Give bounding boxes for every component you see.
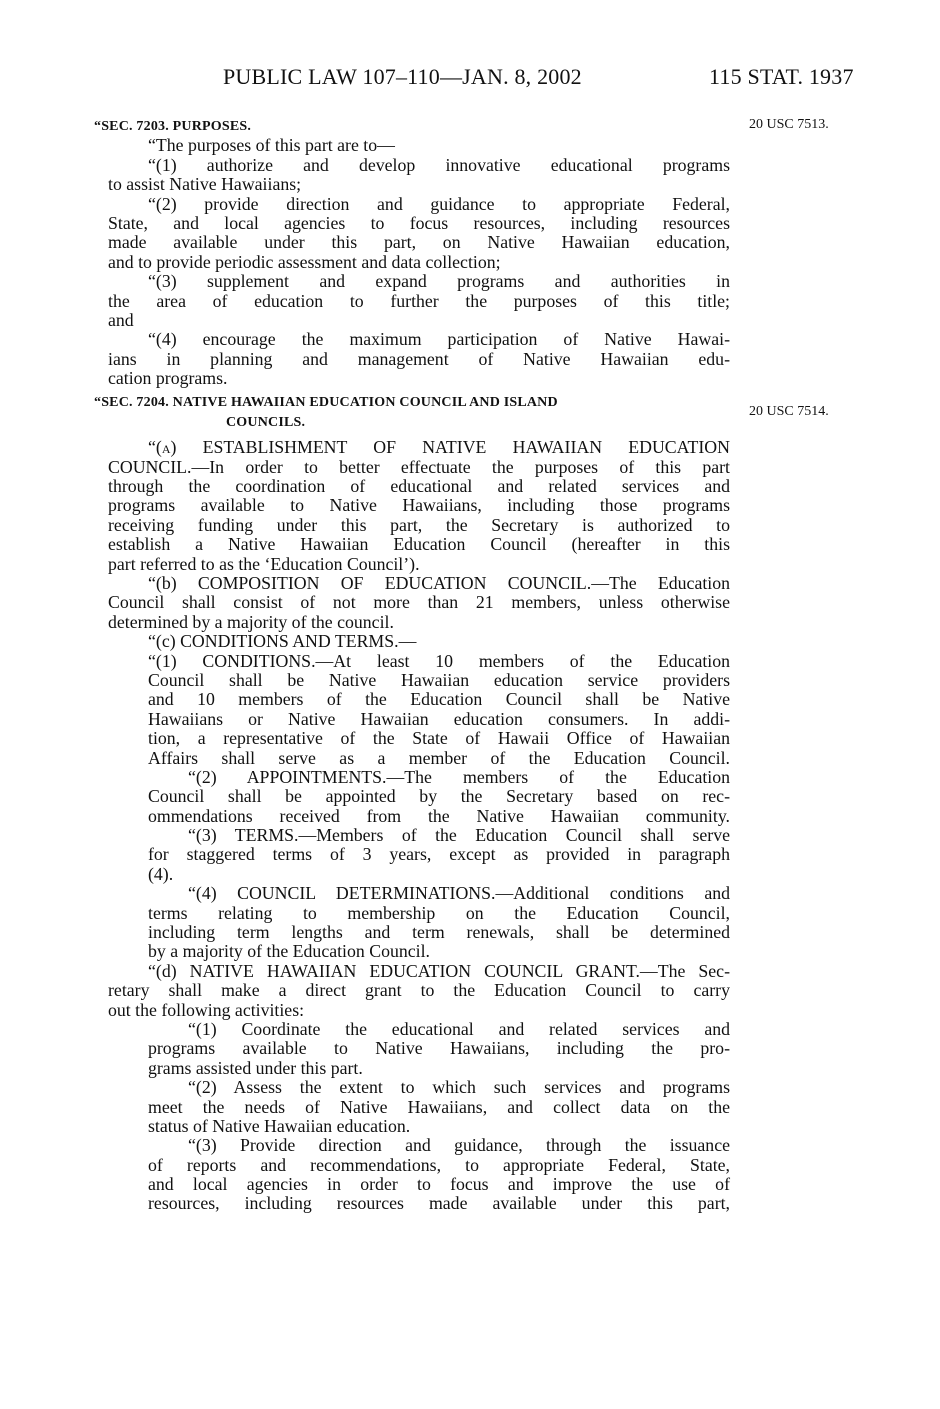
paragraph-line: terms relating to membership on the Education Council, <box>148 902 730 923</box>
paragraph-c2-heading: “(2) APPOINTMENTS.—The members of the Education <box>188 766 730 787</box>
paragraph-line: and <box>108 309 134 330</box>
paragraph-line: State, and local agencies to focus resources, including resources <box>108 212 730 233</box>
paragraph-line: cation programs. <box>108 368 228 389</box>
subsection-d-heading: “(d) NATIVE HAWAIIAN EDUCATION COUNCIL GRANT.—The Sec- <box>148 960 730 981</box>
paragraph-line: out the following activities: <box>108 999 305 1020</box>
paragraph-line: receiving funding under this part, the Secretary is authorized to <box>108 514 730 535</box>
paragraph-line: and to provide periodic assessment and data collection; <box>108 251 501 272</box>
paragraph-line: programs available to Native Hawaiians, including those programs <box>108 495 730 516</box>
paragraph-line: made available under this part, on Native Hawaiian education, <box>108 232 730 253</box>
margin-citation-7204: 20 USC 7514. <box>749 404 829 419</box>
statute-text <box>94 117 730 1214</box>
paragraph-line: to assist Native Hawaiians; <box>108 174 302 195</box>
paragraph-line: tion, a representative of the State of Hawaii Office of Hawaiian <box>148 728 730 749</box>
paragraph-d3: “(3) Provide direction and guidance, through the issuance <box>188 1135 730 1156</box>
paragraph-line: retary shall make a direct grant to the Education Council to carry <box>108 980 730 1001</box>
paragraph-line: Council shall consist of not more than 21 members, unless otherwise <box>108 592 730 613</box>
paragraph-line: establish a Native Hawaiian Education Council (hereafter in this <box>108 534 730 555</box>
paragraph-line: for staggered terms of 3 years, except as provided in paragraph <box>148 844 730 865</box>
paragraph-line: (4). <box>148 863 174 884</box>
paragraph-line: by a majority of the Education Council. <box>148 941 430 962</box>
paragraph-line: Council shall be appointed by the Secretary based on rec- <box>148 786 730 807</box>
section-heading-7204-cont: COUNCILS. <box>226 414 306 430</box>
section-heading-7204: “SEC. 7204. NATIVE HAWAIIAN EDUCATION COUNCIL AND ISLAND <box>94 395 558 411</box>
paragraph-line: “The purposes of this part are to— <box>148 135 395 156</box>
paragraph-c4-heading: “(4) COUNCIL DETERMINATIONS.—Additional conditions and <box>188 883 730 904</box>
paragraph-line: “(3) supplement and expand programs and authorities in <box>148 271 730 292</box>
paragraph-line: status of Native Hawaiian education. <box>148 1115 411 1136</box>
paragraph-line: of reports and recommendations, to appropriate Federal, State, <box>148 1154 730 1175</box>
paragraph-line: Affairs shall serve as a member of the Education Council. <box>148 747 730 768</box>
running-header-left: PUBLIC LAW 107–110—JAN. 8, 2002 <box>223 64 582 89</box>
subsection-a-heading: “(a) ESTABLISHMENT OF NATIVE HAWAIIAN EDUCATION <box>148 437 730 458</box>
paragraph-line: the area of education to further the purposes of this title; <box>108 290 730 311</box>
paragraph-line: programs available to Native Hawaiians, including the pro- <box>148 1038 730 1059</box>
paragraph-line: determined by a majority of the council. <box>108 611 394 632</box>
paragraph-line: and 10 members of the Education Council shall be Native <box>148 689 730 710</box>
paragraph-line: part referred to as the ‘Education Council’). <box>108 553 420 574</box>
paragraph-line: grams assisted under this part. <box>148 1057 363 1078</box>
subsection-c-heading: “(c) CONDITIONS AND TERMS.— <box>148 631 417 652</box>
paragraph-line: resources, including resources made available under this part, <box>148 1193 730 1214</box>
paragraph-line: Hawaiians or Native Hawaiian education consumers. In addi- <box>148 708 730 729</box>
paragraph-line: “(4) encourage the maximum participation of Native Hawai- <box>148 329 730 350</box>
paragraph-line: COUNCIL.—In order to better effectuate the purposes of this part <box>108 456 730 477</box>
paragraph-line: through the coordination of educational and related services and <box>108 476 730 497</box>
page-number: 115 STAT. 1937 <box>709 64 854 89</box>
paragraph-line: “(2) provide direction and guidance to appropriate Federal, <box>148 193 730 214</box>
subsection-b-heading: “(b) COMPOSITION OF EDUCATION COUNCIL.—The Education <box>148 572 730 593</box>
margin-citation-7203: 20 USC 7513. <box>749 117 829 132</box>
paragraph-c3-heading: “(3) TERMS.—Members of the Education Council shall serve <box>188 825 730 846</box>
paragraph-line: ommendations received from the Native Hawaiian community. <box>148 805 730 826</box>
paragraph-d2: “(2) Assess the extent to which such services and programs <box>188 1077 730 1098</box>
paragraph-d1: “(1) Coordinate the educational and related services and <box>188 1018 730 1039</box>
paragraph-line: Council shall be Native Hawaiian education service providers <box>148 669 730 690</box>
paragraph-line: “(1) authorize and develop innovative educational programs <box>148 154 730 175</box>
paragraph-line: including term lengths and term renewals, shall be determined <box>148 922 730 943</box>
paragraph-line: and local agencies in order to focus and improve the use of <box>148 1174 730 1195</box>
section-heading-7203: “SEC. 7203. PURPOSES. <box>94 119 252 134</box>
paragraph-line: meet the needs of Native Hawaiians, and collect data on the <box>148 1096 730 1117</box>
paragraph-c1-heading: “(1) CONDITIONS.—At least 10 members of the Education <box>148 650 730 671</box>
paragraph-line: ians in planning and management of Native Hawaiian edu- <box>108 348 730 369</box>
